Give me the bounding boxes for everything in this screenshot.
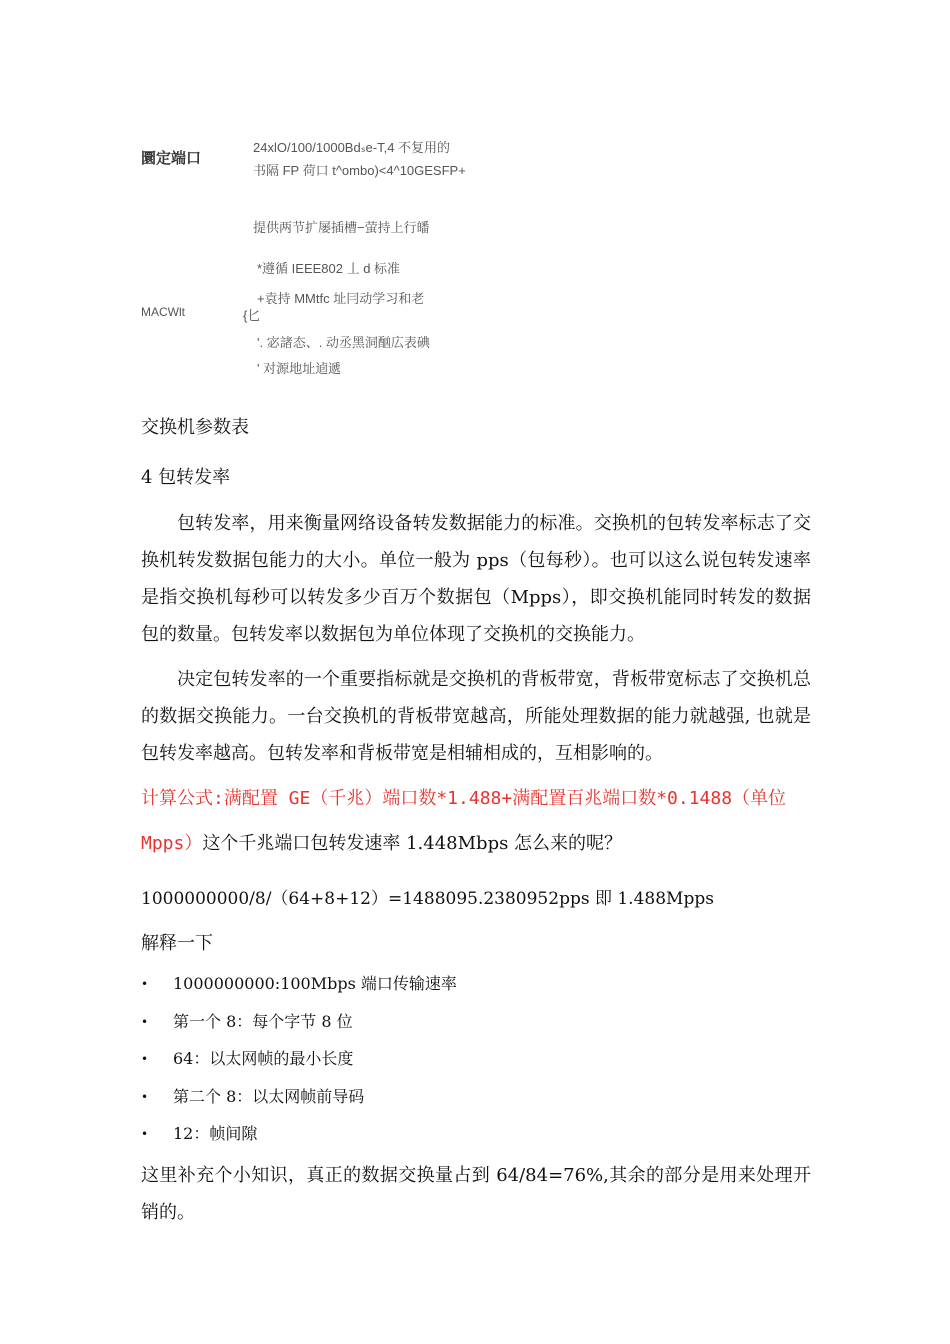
formula-tail-text: 这个千兆端口包转发速率 1.448Mbps 怎么来的呢？ <box>202 833 623 854</box>
list-item: • 12：帧间隙 <box>141 1118 457 1156</box>
bullet-icon: • <box>141 1014 149 1029</box>
paragraph-1: 包转发率，用来衡量网络设备转发数据能力的标准。交换机的包转发率标志了交换机转发数据包能力的大小。单位一般为 pps（包每秒）。也可以这么说包转发速率是指交换机每秒可以转发多少百万个数据包（Mpps），即交换机能同时转发的数据包的数量。包转发率以数据包为单位体现了交换机的交换能力。 <box>141 513 811 645</box>
formula-red-text: 计算公式:满配置 GE（千兆）端口数*1.488+满配置百兆端口数*0.1488（单位 Mpps） <box>141 788 787 854</box>
calculation: 1000000000/8/（64+8+12）=1488095.2380952pps 即 1.488Mpps <box>141 889 714 909</box>
mac-label: MACWlt <box>141 305 185 319</box>
mac-brace: {匕 <box>243 308 261 323</box>
mac-line-1: *遵循 IEEE802 丄 d 标准 <box>257 261 401 276</box>
mac-line-4: ' 对源地址逌遞 <box>257 361 342 376</box>
bullet-icon: • <box>141 1052 149 1066</box>
bullet-icon: • <box>141 1089 149 1104</box>
list-item: • 1000000000:100Mbps 端口传输速率 <box>141 968 457 1006</box>
mac-line-3: '. 宓諸态、. 动丞黑洞酗広表碘 <box>257 335 430 350</box>
table-title: 交换机参数表 <box>141 417 249 438</box>
bullet-list <box>141 968 457 1156</box>
fixed-port-label: 圜定端口 <box>141 149 202 167</box>
bullet-icon: • <box>141 1127 149 1141</box>
formula-line <box>141 776 811 866</box>
closing-paragraph: 这里补充个小知识，真正的数据交换量占到 64/84=76%,其余的部分是用来处理开销的。 <box>141 1165 811 1223</box>
fixed-port-line-2: 书隔 FP 荷口 t^ombo)<4^10GESFP+ <box>253 163 466 178</box>
list-item: • 64：以太网帧的最小长度 <box>141 1043 457 1081</box>
explain-title: 解释一下 <box>141 933 213 954</box>
list-item: • 第一个 8：每个字节 8 位 <box>141 1006 457 1044</box>
paragraph-2: 决定包转发率的一个重要指标就是交换机的背板带宽，背板带宽标志了交换机总的数据交换能力。一台交换机的背板带宽越高，所能处理数据的能力就越强, 也就是包转发率越高。包转发率和背板带宽是相辅相成的，互相影响的。 <box>141 669 811 764</box>
section-title: 4 包转发率 <box>141 467 231 488</box>
list-item: • 第二个 8：以太网帧前导码 <box>141 1081 457 1119</box>
fixed-port-line-1: 24xlO/100/1000Bdₛe-T,4 不复用的 <box>253 140 451 155</box>
mac-line-2: +袁持 MMtfc 址冃动学习和老 <box>257 291 425 306</box>
bullet-icon: • <box>141 977 149 991</box>
expansion-line: 提供两节扩屡插槽−萤持上行皤 <box>253 220 430 235</box>
